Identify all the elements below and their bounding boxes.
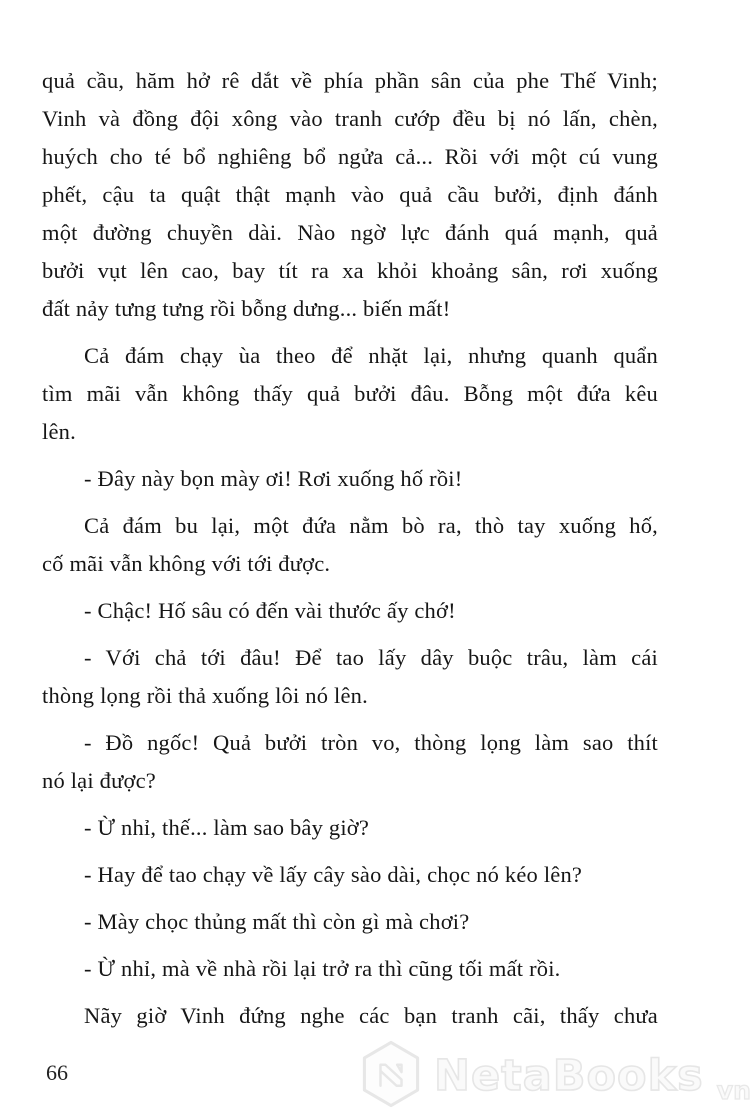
paragraph bbox=[42, 639, 658, 715]
paragraph bbox=[42, 337, 658, 451]
page-text bbox=[42, 62, 658, 1035]
paragraph bbox=[42, 809, 658, 847]
text-line: một đường chuyền dài. Nào ngờ lực đánh quá mạnh, quả bbox=[42, 220, 658, 245]
text-line: - Mày chọc thủng mất thì còn gì mà chơi? bbox=[84, 909, 470, 934]
text-line: - Với chả tới đâu! Để tao lấy dây buộc trâu, làm cái bbox=[84, 645, 658, 670]
paragraph bbox=[42, 724, 658, 800]
paragraph bbox=[42, 903, 658, 941]
text-line: Vinh và đồng đội xông vào tranh cướp đều bị nó lấn, chèn, bbox=[42, 106, 658, 131]
paragraph bbox=[42, 507, 658, 583]
watermark-tld: vn bbox=[716, 1076, 751, 1105]
text-line: Cả đám bu lại, một đứa nằm bò ra, thò tay xuống hố, bbox=[84, 513, 658, 538]
paragraph bbox=[42, 997, 658, 1035]
paragraph bbox=[42, 62, 658, 328]
text-line: - Ừ nhỉ, thế... làm sao bây giờ? bbox=[84, 815, 370, 840]
text-line: - Ừ nhỉ, mà về nhà rồi lại trở ra thì cũng tối mất rồi. bbox=[84, 956, 561, 981]
netabooks-logo-icon bbox=[360, 1040, 422, 1113]
text-line: - Hay để tao chạy về lấy cây sào dài, chọc nó kéo lên? bbox=[84, 862, 583, 887]
text-line: phết, cậu ta quật thật mạnh vào quả cầu bưởi, định đánh bbox=[42, 182, 658, 207]
text-line: - Đây này bọn mày ơi! Rơi xuống hố rồi! bbox=[84, 466, 463, 491]
paragraph bbox=[42, 460, 658, 498]
text-line: bưởi vụt lên cao, bay tít ra xa khỏi khoảng sân, rơi xuống bbox=[42, 258, 658, 283]
page-number: 66 bbox=[46, 1060, 68, 1085]
text-line: Cả đám chạy ùa theo để nhặt lại, nhưng quanh quẩn bbox=[84, 343, 658, 368]
text-line: huých cho té bổ nghiêng bổ ngửa cả... Rồi với một cú vung bbox=[42, 144, 658, 169]
paragraph bbox=[42, 950, 658, 988]
text-line: tìm mãi vẫn không thấy quả bưởi đâu. Bỗng một đứa kêu bbox=[42, 381, 658, 406]
text-line: thòng lọng rồi thả xuống lôi nó lên. bbox=[42, 683, 368, 708]
paragraph bbox=[42, 592, 658, 630]
text-line: - Đồ ngốc! Quả bưởi tròn vo, thòng lọng làm sao thít bbox=[84, 730, 658, 755]
text-line: Nãy giờ Vinh đứng nghe các bạn tranh cãi, thấy chưa bbox=[84, 1003, 658, 1028]
text-line: - Chậc! Hố sâu có đến vài thước ấy chớ! bbox=[84, 598, 456, 623]
netabooks-watermark bbox=[360, 1040, 751, 1113]
text-line: quả cầu, hăm hở rê dắt về phía phần sân của phe Thế Vinh; bbox=[42, 68, 658, 93]
text-line: cố mãi vẫn không với tới được. bbox=[42, 551, 331, 576]
text-line: nó lại được? bbox=[42, 768, 156, 793]
watermark-brand: NetaBooks bbox=[434, 1051, 704, 1101]
text-line: lên. bbox=[42, 419, 76, 444]
text-line: đất nảy tưng tưng rồi bỗng dưng... biến mất! bbox=[42, 296, 451, 321]
paragraph bbox=[42, 856, 658, 894]
